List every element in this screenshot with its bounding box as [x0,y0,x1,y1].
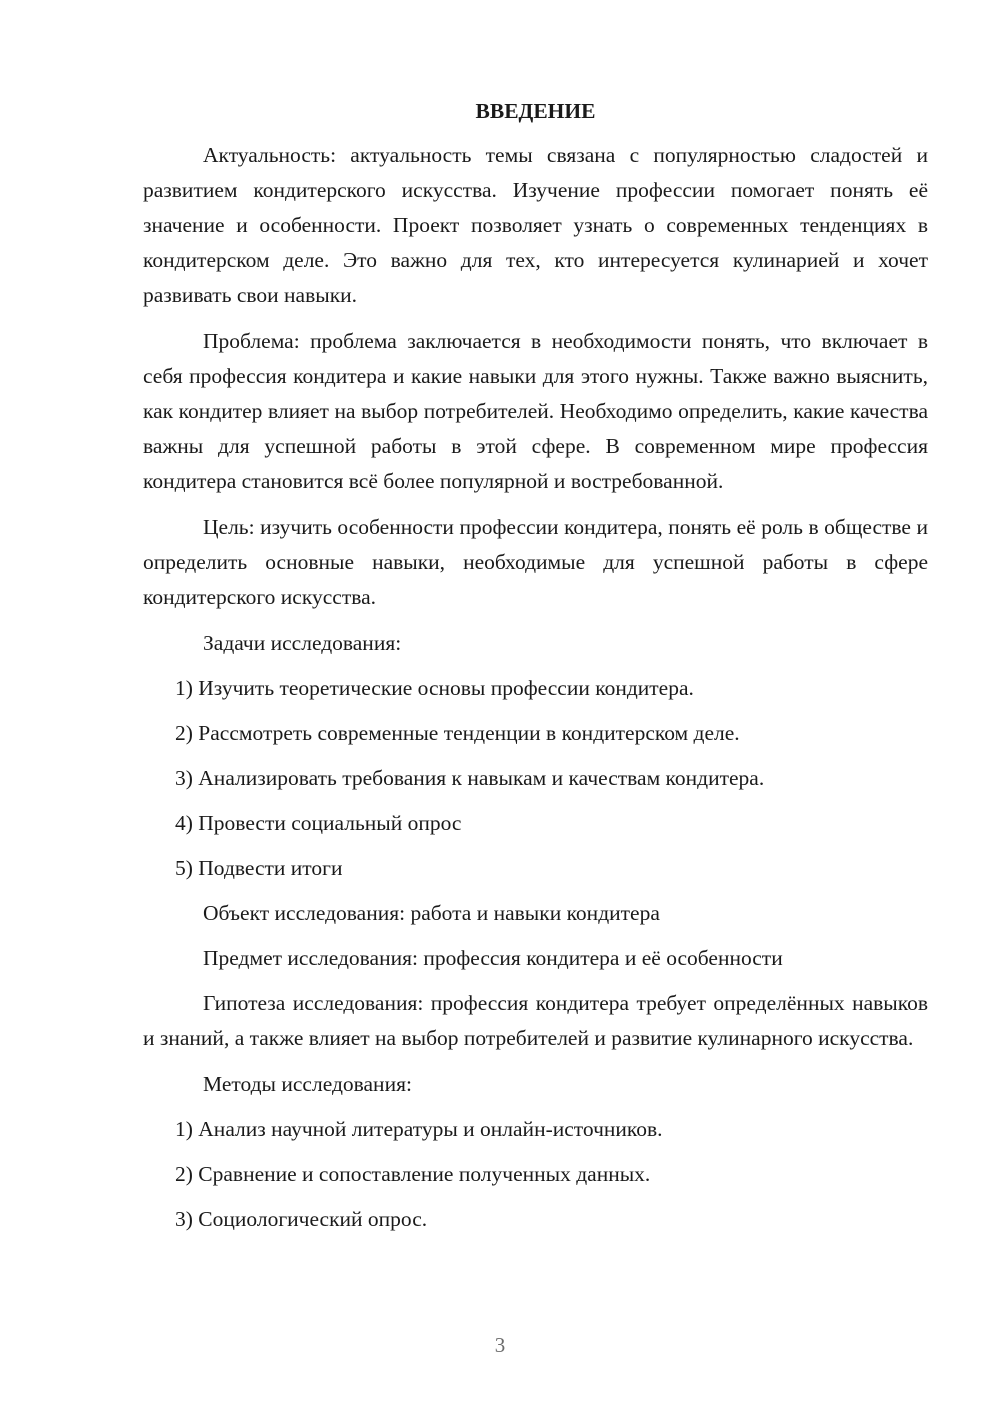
task-item: 4) Провести социальный опрос [175,811,462,835]
task-item: 1) Изучить теоретические основы профессии кондитера. [175,676,694,700]
task-item: 3) Анализировать требования к навыкам и качествам кондитера. [175,766,765,790]
method-item: 2) Сравнение и сопоставление полученных данных. [175,1162,651,1186]
document-page [143,95,928,1247]
hypothesis-paragraph: Гипотеза исследования: профессия кондитера требует определённых навыков и знаний, а также влияет на выбор потребителей и развитие кулинарного искусства. [143,991,928,1050]
goal-paragraph: Цель: изучить особенности профессии кондитера, понять её роль в обществе и определить основные навыки, необходимые для успешной работы в сфере кондитерского искусства. [143,515,928,609]
research-object: Объект исследования: работа и навыки кондитера [203,901,660,925]
problem-paragraph: Проблема: проблема заключается в необходимости понять, что включает в себя профессия кондитера и какие навыки для этого нужны. Также важно выяснить, как кондитер влияет на выбор потребителей. Необходимо определить, какие качества важны для успешной работы в этой сфере. В современном мире профессия кондитера становится всё более популярной и востребованной. [143,329,928,493]
methods-heading: Методы исследования: [203,1072,412,1096]
page-number: 3 [494,1333,506,1357]
research-subject: Предмет исследования: профессия кондитера и её особенности [203,946,783,970]
tasks-heading: Задачи исследования: [203,631,402,655]
method-item: 1) Анализ научной литературы и онлайн-источников. [175,1117,663,1141]
relevance-paragraph: Актуальность: актуальность темы связана с популярностью сладостей и развитием кондитерского искусства. Изучение профессии помогает понять её значение и особенности. Проект позволяет узнать о современных тенденциях в кондитерском деле. Это важно для тех, кто интересуется кулинарией и хочет развивать свои навыки. [143,143,928,307]
task-item: 5) Подвести итоги [175,856,343,880]
task-item: 2) Рассмотреть современные тенденции в кондитерском деле. [175,721,740,745]
method-item: 3) Социологический опрос. [175,1207,428,1231]
page-title: ВВЕДЕНИЕ [475,99,596,123]
